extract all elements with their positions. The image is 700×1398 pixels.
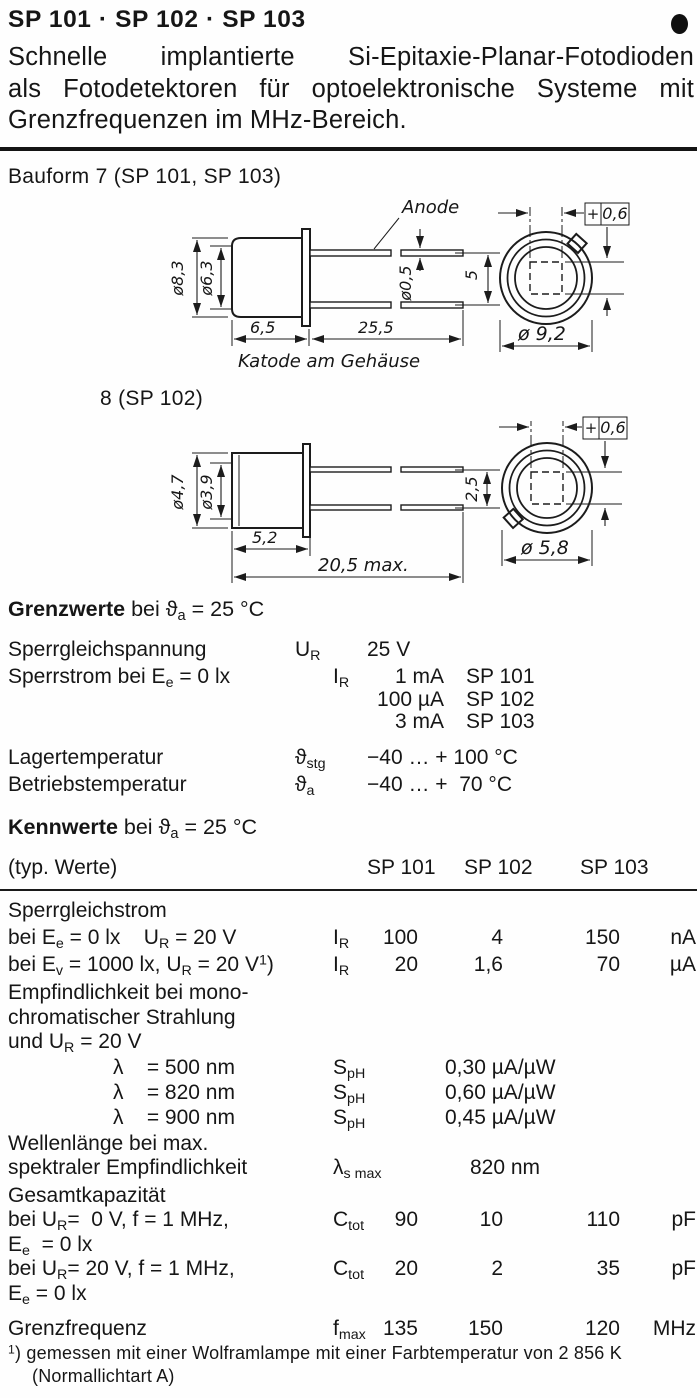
row-value: −40 … + 100 °C <box>367 745 518 769</box>
label-line: spektraler Empfindlichkeit <box>8 1156 248 1179</box>
column-header: SP 103 <box>580 856 649 879</box>
tolerance-value: 0,6 <box>602 204 628 223</box>
row-label: Betriebstemperatur <box>8 772 187 796</box>
corner-dot-icon <box>671 14 688 34</box>
table-row <box>8 951 696 978</box>
row-label: λ = 820 nm <box>113 1080 235 1104</box>
bauform7-front-view <box>498 203 629 352</box>
drawing1-heading: Bauform 7 (SP 101, SP 103) <box>8 165 282 188</box>
row-unit: nA <box>670 926 696 949</box>
bauform8-side-view <box>232 444 463 537</box>
row-symbol: $f_{max}$ <box>333 1317 366 1343</box>
dim-lead-dia: ø0,5 <box>396 265 415 301</box>
page-subtitle <box>8 42 694 137</box>
table-row <box>8 1208 696 1257</box>
row-value: 25 V <box>367 638 411 661</box>
footnote-line: $^1$) gemessen mit einer Wolframlampe mit einer Farbtemperatur von 2 856 K <box>8 1342 622 1363</box>
tolerance-sign: + <box>584 419 598 437</box>
kennwerte-section <box>8 814 696 1342</box>
page-title: SP 101 · SP 102 · SP 103 <box>8 6 306 33</box>
value-line <box>367 689 696 712</box>
table-row <box>8 1055 696 1080</box>
group-title-line: und $U_R = 20$ V <box>8 1030 142 1056</box>
drawing1-bauform7 <box>0 190 700 395</box>
table-row <box>8 771 696 798</box>
dim-lead-spacing: 5 <box>462 269 481 281</box>
footnote <box>8 1342 696 1388</box>
column-header: SP 102 <box>464 856 533 879</box>
row-label: Sperrstrom bei $E_e = 0$ lx <box>8 665 231 691</box>
table-row <box>8 1257 696 1306</box>
bauform8-front-view <box>499 417 627 566</box>
dim-outer-dia: ø8,3 <box>168 260 187 296</box>
dim-front-dia: ø 9,2 <box>518 323 566 345</box>
title-block <box>8 6 306 34</box>
label-line: bei $U_R= 20$ V, f = 1 MHz, <box>8 1257 235 1283</box>
value-sp103: 35 <box>596 1257 620 1280</box>
label-line: Wellenlänge bei max. <box>8 1131 209 1155</box>
bauform7-dimensions <box>168 197 500 372</box>
limit-value: 1 mA <box>394 665 444 688</box>
row-label <box>8 1208 333 1257</box>
limit-value: 3 mA <box>394 710 444 733</box>
row-symbol: $S_{pH}$ <box>333 1055 366 1082</box>
dim-outer-dia: ø4,7 <box>168 474 187 510</box>
divider <box>0 147 697 151</box>
bauform7-side-view <box>232 229 463 326</box>
table-row <box>8 1132 696 1181</box>
chip-outline <box>530 262 562 294</box>
subtitle-line: Grenzfrequenzen im MHz-Bereich. <box>8 106 407 134</box>
value-sp102: 1,6 <box>473 953 503 976</box>
grenzwerte-section <box>8 596 696 798</box>
dim-inner-dia: ø6,3 <box>197 260 216 296</box>
dim-body-length: 6,5 <box>250 318 276 337</box>
row-value: −40 … + 70 °C <box>367 772 512 796</box>
drawing2-bauform8 <box>0 412 700 600</box>
table-row <box>8 1080 696 1105</box>
type-name: SP 103 <box>466 710 535 733</box>
value-sp103: 120 <box>584 1317 620 1340</box>
row-symbol: $ϑ_a$ <box>295 772 315 799</box>
row-label <box>8 1132 333 1181</box>
kennwerte-heading: Kennwerte bei $ϑ_a = 25$ °C <box>8 815 257 843</box>
dim-front-dia: ø 5,8 <box>521 537 569 559</box>
row-symbol: $I_R$ <box>333 665 350 691</box>
row-value: 0,45 µA/µW <box>445 1105 556 1129</box>
table-row <box>8 924 696 951</box>
table-row <box>8 1315 696 1342</box>
value-sp103: 150 <box>584 926 620 949</box>
row-symbol: $ϑ_{stg}$ <box>295 745 326 772</box>
value-line <box>367 666 696 689</box>
table-row <box>8 1105 696 1130</box>
row-unit: MHz <box>652 1317 696 1340</box>
value-sp101: 20 <box>394 1257 418 1280</box>
table-row <box>8 636 696 663</box>
subtitle-line: als Fotodetektoren für optoelektronische Systeme mit <box>8 74 694 103</box>
column-header: (typ. Werte) <box>8 856 118 879</box>
table-row <box>8 663 696 734</box>
type-name: SP 102 <box>466 687 535 711</box>
row-symbol: $S_{pH}$ <box>333 1080 366 1107</box>
value-sp101: 135 <box>382 1317 418 1340</box>
row-value: 820 nm <box>470 1156 541 1179</box>
value-sp103: 110 <box>586 1208 620 1231</box>
footnote-line: (Normallichtart A) <box>32 1366 175 1386</box>
row-symbol: $C_{tot}$ <box>333 1208 365 1234</box>
value-line <box>367 711 696 734</box>
row-label: Lagertemperatur <box>8 745 164 769</box>
row-label <box>8 1257 333 1306</box>
tolerance-value: 0,6 <box>600 418 626 437</box>
row-symbol: $C_{tot}$ <box>333 1257 365 1283</box>
group-title: Sperrgleichstrom <box>8 899 167 922</box>
value-sp102: 10 <box>479 1208 503 1231</box>
row-symbol: $U_R$ <box>295 638 321 664</box>
label-line: $E_e = 0$ lx <box>8 1232 93 1259</box>
table-header-row <box>8 854 696 881</box>
dim-total-length: 20,5 max. <box>318 555 409 576</box>
row-label: λ = 500 nm <box>113 1055 235 1079</box>
dim-lead-length: 25,5 <box>358 318 394 337</box>
table-row <box>8 744 696 771</box>
cathode-label: Katode am Gehäuse <box>238 351 421 372</box>
value-sp101: 100 <box>382 926 418 949</box>
grenzwerte-heading: Grenzwerte bei $ϑ_a = 25$ °C <box>8 597 265 625</box>
drawing2-heading: 8 (SP 102) <box>100 387 204 410</box>
row-values <box>367 666 696 734</box>
value-sp102: 4 <box>491 926 503 949</box>
header-divider <box>0 889 697 891</box>
tolerance-sign: + <box>586 205 600 223</box>
row-value: 0,60 µA/µW <box>445 1080 556 1104</box>
value-sp102: 150 <box>467 1317 503 1340</box>
row-label: Grenzfrequenz <box>8 1317 147 1340</box>
row-label: Sperrgleichspannung <box>8 638 207 661</box>
group-title-line: Empfindlichkeit bei mono- <box>8 981 249 1004</box>
row-label: bei $E_v = 1000$ lx, $U_R = 20$ $V^1$) <box>8 952 274 979</box>
chip-outline <box>531 472 563 504</box>
group-title: Gesamtkapazität <box>8 1183 166 1207</box>
subtitle-line: Schnelle implantierte Si-Epitaxie-Planar-Fotodioden <box>8 43 694 71</box>
row-symbol: $I_R$ <box>333 926 350 952</box>
value-sp101: 90 <box>394 1208 418 1231</box>
row-label: λ = 900 nm <box>113 1105 235 1129</box>
row-symbol: $I_R$ <box>333 953 350 979</box>
row-unit: pF <box>671 1208 696 1231</box>
type-name: SP 101 <box>466 665 535 688</box>
value-sp103: 70 <box>596 953 620 976</box>
value-sp101: 20 <box>394 953 418 976</box>
row-unit: µA <box>669 953 696 976</box>
group-title-line: chromatischer Strahlung <box>8 1005 236 1029</box>
row-symbol: $\lambda_{s max}$ <box>333 1156 382 1182</box>
dim-inner-dia: ø3,9 <box>197 474 216 510</box>
row-unit: pF <box>671 1257 696 1280</box>
dim-lead-spacing: 2,5 <box>462 476 481 502</box>
row-symbol: $S_{pH}$ <box>333 1105 366 1132</box>
limit-value: 100 µA <box>377 687 444 711</box>
column-header: SP 101 <box>367 856 436 879</box>
dim-body-length: 5,2 <box>252 528 278 547</box>
value-sp102: 2 <box>491 1257 503 1280</box>
row-label: bei $E_e = 0$ lx $U_R = 20$ V <box>8 926 237 952</box>
row-value: 0,30 µA/µW <box>445 1055 556 1079</box>
label-line: bei $U_R= 0$ V, f = 1 MHz, <box>8 1208 229 1234</box>
anode-label: Anode <box>402 197 460 218</box>
label-line: $E_e = 0$ lx <box>8 1281 87 1308</box>
